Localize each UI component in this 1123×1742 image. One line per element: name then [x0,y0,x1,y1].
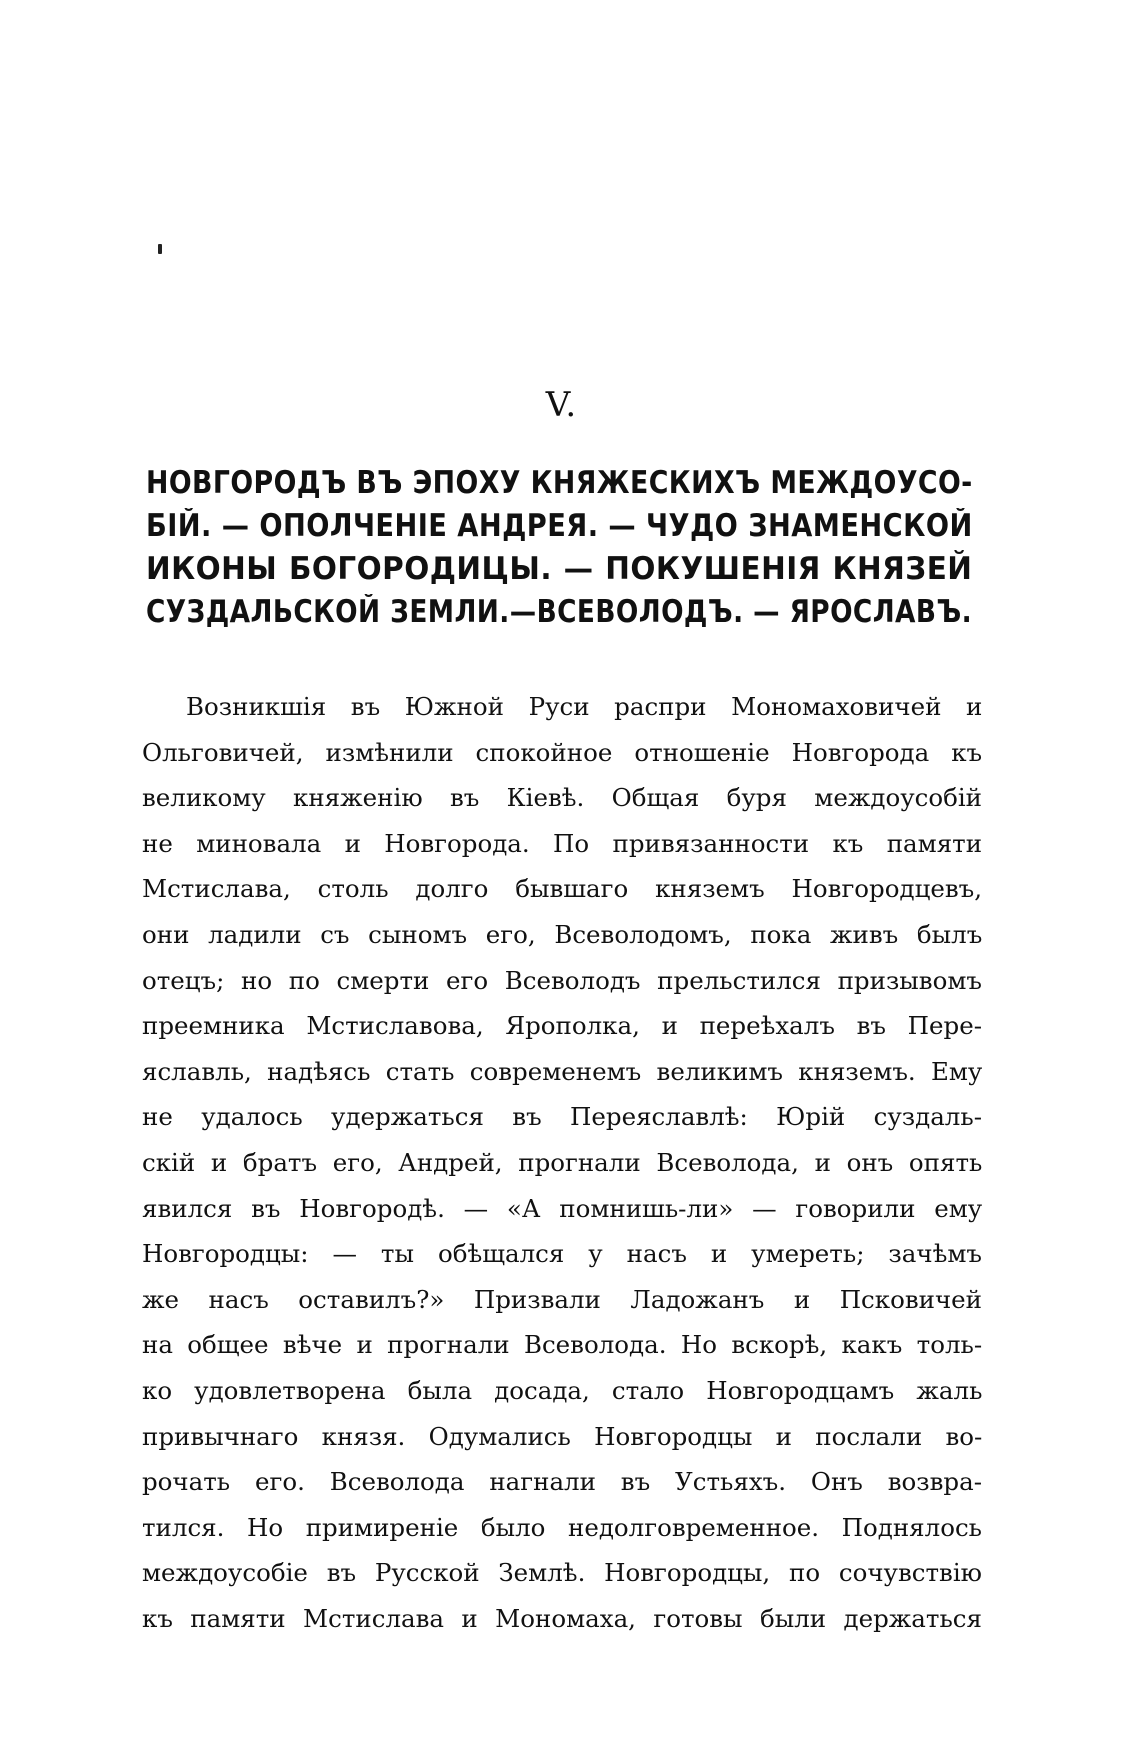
text-line: рочать его. Всеволода нагнали въ Устьяхъ. Онъ возвра- [142,1467,982,1497]
text-line: ко удовлетворена была досада, стало Новгородцамъ жаль [142,1375,983,1405]
text-line: отецъ; но по смерти его Всеволодъ прельстился призывомъ [142,965,982,995]
text-line: же насъ оставилъ?» Призвали Ладожанъ и Псковичей [142,1284,982,1314]
body-paragraph [142,684,982,1641]
text-line: великому княженію въ Кіевѣ. Общая буря междоусобій [142,783,982,813]
text-line: они ладили съ сыномъ его, Всеволодомъ, пока живъ былъ [142,919,983,949]
text-line: преемника Мстиславова, Ярополка, и переѣхалъ въ Пере- [142,1011,982,1041]
chapter-title-line: НОВГОРОДЪ ВЪ ЭПОХУ КНЯЖЕСКИХЪ МЕЖДОУСО- [146,465,973,501]
text-line: яславль, надѣясь стать современемъ великимъ княземъ. Ему [142,1056,983,1086]
text-line: Возникшія въ Южной Руси распри Мономаховичей и [186,692,983,721]
text-line: скій и братъ его, Андрей, прогнали Всеволода, и онъ опять [142,1147,983,1177]
text-line: явился въ Новгородѣ. — «А помнишь-ли» — говорили ему [142,1193,983,1223]
chapter-title-line: БІЙ. — ОПОЛЧЕНІЕ АНДРЕЯ. — ЧУДО ЗНАМЕНСКОЙ [146,508,973,544]
chapter-number: V. [545,385,578,425]
text-line: къ памяти Мстислава и Мономаха, готовы были держаться [142,1603,982,1633]
text-line: междоусобіе въ Русской Землѣ. Новгородцы, по сочувствію [142,1558,982,1588]
text-line: не удалось удержаться въ Переяславлѣ: Юрій суздаль- [142,1102,982,1132]
ink-speck [158,244,162,254]
text-line: Мстислава, столь долго бывшаго княземъ Новгородцевъ, [142,874,982,904]
text-line: на общее вѣче и прогнали Всеволода. Но вскорѣ, какъ толь- [142,1330,983,1360]
chapter-title-line: СУЗДАЛЬСКОЙ ЗЕМЛИ.—ВСЕВОЛОДЪ. — ЯРОСЛАВЪ. [146,594,973,630]
text-line: привычнаго князя. Одумались Новгородцы и послали во- [142,1421,983,1451]
chapter-title-line: ИКОНЫ БОГОРОДИЦЫ. — ПОКУШЕНІЯ КНЯЗЕЙ [146,551,973,587]
text-line: Новгородцы: — ты обѣщался у насъ и умереть; зачѣмъ [142,1239,982,1269]
text-line: тился. Но примиреніе было недолговременное. Поднялось [142,1512,983,1542]
chapter-title [146,462,973,634]
text-line: Ольговичей, измѣнили спокойное отношеніе Новгорода къ [142,737,983,767]
text-line: не миновала и Новгорода. По привязанности къ памяти [142,828,983,858]
